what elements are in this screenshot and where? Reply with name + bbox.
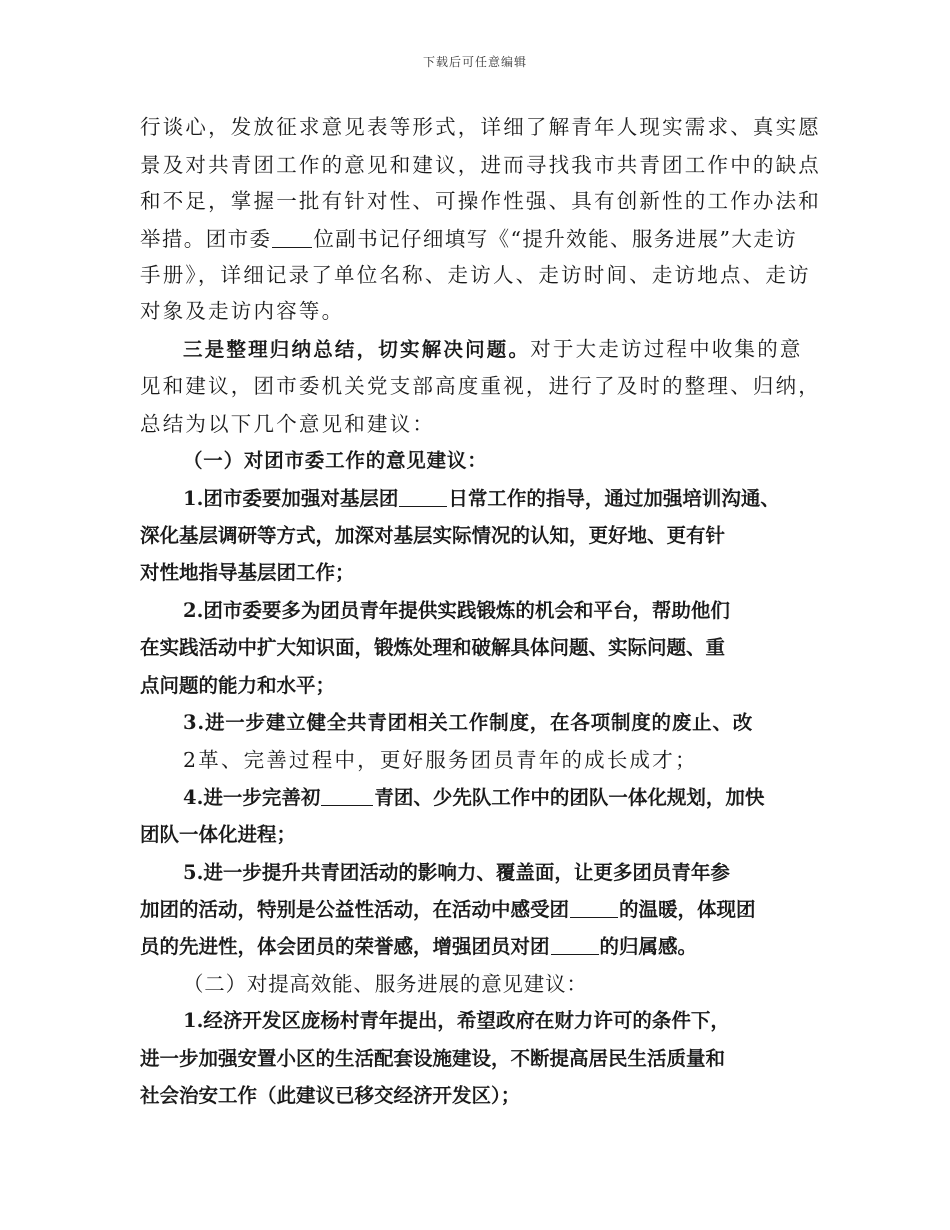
body-text: 对于大走访过程中收集的意 bbox=[530, 337, 803, 361]
body-text: 4.进一步完善初 bbox=[183, 786, 321, 809]
list-item-line: 点问题的能力和水平； bbox=[140, 674, 336, 697]
page-header: 下载后可任意编辑 bbox=[422, 55, 527, 69]
list-item-line: 3.进一步建立健全共青团相关工作制度，在各项制度的废止、改 bbox=[183, 711, 754, 734]
body-line bbox=[183, 334, 803, 365]
fill-in-blank bbox=[570, 897, 618, 918]
list-item-line bbox=[183, 783, 764, 813]
list-item-line: 2.团市委要多为团员青年提供实践锻炼的机会和平台，帮助他们 bbox=[183, 599, 730, 622]
fill-in-blank bbox=[399, 486, 447, 507]
list-item-line: 进一步加强安置小区的生活配套设施建设，不断提高居民生活质量和 bbox=[140, 1047, 726, 1070]
list-item-line: 社会治安工作（此建议已移交经济开发区）； bbox=[140, 1084, 521, 1107]
fill-in-blank bbox=[272, 227, 312, 248]
body-text: 的温暖，体现团 bbox=[619, 898, 756, 921]
section-heading: （一）对团市委工作的意见建议： bbox=[183, 449, 488, 472]
section-heading: （二）对提高效能、服务进展的意见建议： bbox=[183, 972, 588, 996]
paragraph-lead: 三是整理归纳总结，切实解决问题。 bbox=[183, 338, 531, 361]
body-text: 青团、少先队工作中的团队一体化规划，加快 bbox=[374, 786, 765, 809]
body-text: 加团的活动，特别是公益性活动，在活动中感受团 bbox=[140, 898, 570, 921]
list-item-line: 深化基层调研等方式，加深对基层实际情况的认知，更好地、更有针 bbox=[140, 524, 726, 547]
body-line bbox=[140, 224, 797, 254]
list-item-line bbox=[140, 932, 697, 962]
body-line: 行谈心，发放征求意见表等形式，详细了解青年人现实需求、真实愿 bbox=[140, 115, 821, 139]
list-item-line bbox=[140, 895, 756, 925]
list-item-line: 对性地指导基层团工作； bbox=[140, 561, 355, 584]
body-text: 员的先进性，体会团员的荣誉感，增强团员对团 bbox=[140, 935, 550, 958]
body-line: 见和建议，团市委机关党支部高度重视，进行了及时的整理、归纳， bbox=[140, 374, 821, 398]
body-text: 位副书记仔细填写《“提升效能、服务进展”大走访 bbox=[313, 227, 798, 251]
list-item-line: 2革、完善过程中，更好服务团员青年的成长成才； bbox=[183, 748, 698, 772]
fill-in-blank bbox=[551, 934, 599, 955]
body-line: 总结为以下几个意见和建议： bbox=[140, 412, 436, 436]
body-text: 1.团市委要加强对基层团 bbox=[183, 487, 399, 510]
body-text: 的归属感。 bbox=[599, 935, 698, 958]
list-item-line: 在实践活动中扩大知识面，锻炼处理和破解具体问题、实际问题、重 bbox=[140, 636, 726, 659]
body-line: 景及对共青团工作的意见和建议，进而寻找我市共青团工作中的缺点 bbox=[140, 153, 821, 177]
fill-in-blank bbox=[321, 785, 373, 806]
list-item-line: 1.经济开发区庞杨村青年提出，希望政府在财力许可的条件下， bbox=[183, 1009, 730, 1032]
body-line: 和不足，掌握一批有针对性、可操作性强、具有创新性的工作办法和 bbox=[140, 189, 821, 213]
list-item-line bbox=[183, 484, 780, 514]
body-text: 日常工作的指导，通过加强培训沟通、 bbox=[448, 487, 780, 510]
body-line: 手册》，详细记录了单位名称、走访人、走访时间、走访地点、走访 bbox=[140, 263, 811, 287]
body-line: 对象及走访内容等。 bbox=[140, 299, 345, 323]
list-item-line: 团队一体化进程； bbox=[140, 823, 297, 846]
list-item-line: 5.进一步提升共青团活动的影响力、覆盖面，让更多团员青年参 bbox=[183, 861, 730, 884]
body-text: 举措。团市委 bbox=[140, 227, 272, 251]
